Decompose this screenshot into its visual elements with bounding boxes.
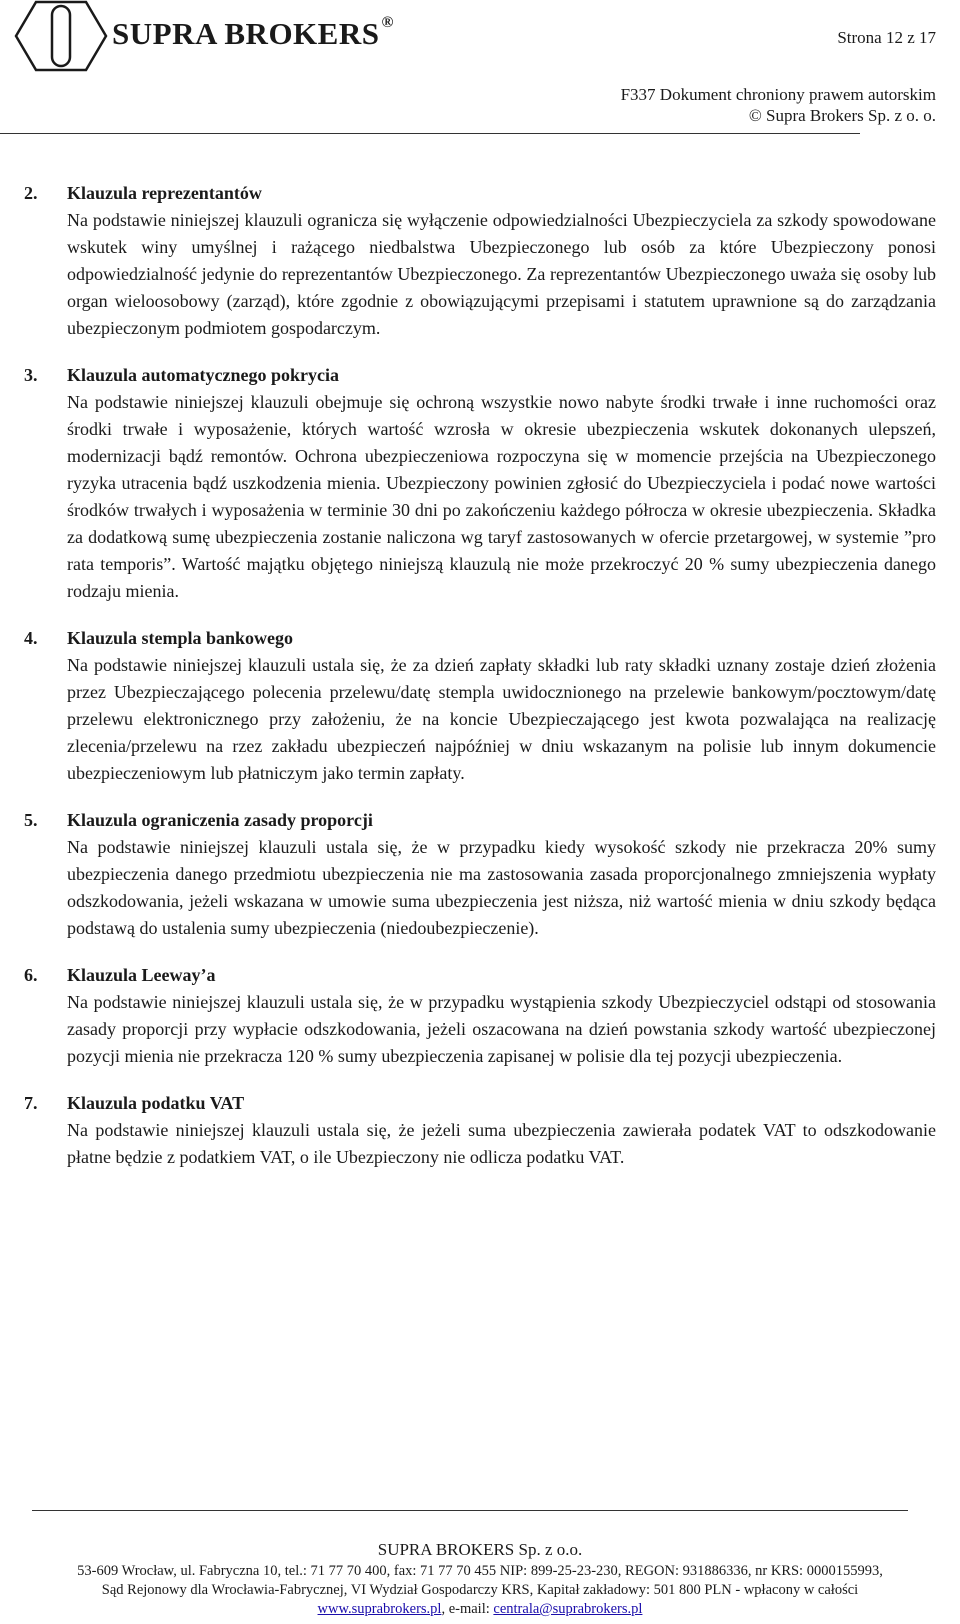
clause-section: [24, 625, 936, 787]
brand-name: SUPRA BROKERS ®: [112, 14, 394, 51]
clause-heading: [24, 962, 936, 989]
copyright-line: © Supra Brokers Sp. z o. o.: [748, 106, 936, 125]
clause-heading: [24, 807, 936, 834]
footer-contact-line: [0, 1600, 960, 1619]
clause-number: 6.: [24, 965, 38, 985]
page-number: Strona 12 z 17: [837, 28, 936, 47]
clause-text: Na podstawie niniejszej klauzuli ustala się, że w przypadku kiedy wysokość szkody nie przekracza 20% sumy ubezpieczenia danego przedmiotu ubezpieczenia nie ma zastosowania zasada proporcjonalnego zmniejszenia wypłaty odszkodowania, jeżeli wskazana w umowie suma ubezpieczenia jest niższa, niż wartość mienia w dniu szkody będąca podstawą do ustalenia sumy ubezpieczenia (niedoubezpieczenie).: [67, 837, 936, 938]
clause-heading: [24, 180, 936, 207]
clause-section: [24, 807, 936, 942]
clause-text: Na podstawie niniejszej klauzuli ustala się, że jeżeli suma ubezpieczenia zawierała podatek VAT to odszkodowanie płatne będzie z podatkiem VAT, o ile Ubezpieczony nie odlicza podatku VAT.: [67, 1120, 936, 1167]
footer-text: [0, 1538, 960, 1619]
clause-title: Klauzula podatku VAT: [67, 1093, 245, 1113]
clause-number: 4.: [24, 628, 38, 648]
document-id-line: F337 Dokument chroniony prawem autorskim: [620, 85, 936, 104]
page-header: [0, 0, 960, 135]
footer-address-line: 53-609 Wrocław, ul. Fabryczna 10, tel.: 71 77 70 400, fax: 71 77 70 455 NIP: 899-25-23-230, REGON: 931886336, nr KRS: 0000155993,: [77, 1563, 883, 1579]
clause-text: Na podstawie niniejszej klauzuli ustala się, że w przypadku wystąpienia szkody Ubezpieczyciel odstąpi od stosowania zasady proporcji przy wypłacie odszkodowania, jeżeli oszacowana na dzień powstania szkody wartość ubezpieczonej pozycji mienia nie przekracza 120 % sumy ubezpieczenia zapisanej w polisie dla tej pozycji ubezpieczenia.: [67, 992, 936, 1066]
clause-section: [24, 362, 936, 605]
clause-text: Na podstawie niniejszej klauzuli ogranicza się wyłączenie odpowiedzialności Ubezpieczyciela za szkody spowodowane wskutek winy umyślnej i rażącego niedbalstwa Ubezpieczonego lub osób za które Ubezpieczony ponosi odpowiedzialność jedynie do reprezentantów Ubezpieczonego. Za reprezentantów Ubezpieczonego uważa się osoby lub organ wieloosobowy (zarząd), które zgodnie z obowiązującymi przepisami i statutem uprawnione są do zarządzania ubezpieczonym podmiotem gospodarczym.: [67, 210, 936, 338]
clause-title: Klauzula stempla bankowego: [67, 628, 294, 648]
clause-heading: [24, 625, 936, 652]
clause-title: Klauzula reprezentantów: [67, 183, 262, 203]
registered-mark: ®: [381, 14, 394, 31]
supra-brokers-logo-icon: [14, 0, 108, 72]
footer-divider: [32, 1510, 908, 1511]
document-id: [621, 84, 936, 126]
clause-heading: [24, 362, 936, 389]
clause-title: Klauzula ograniczenia zasady proporcji: [67, 810, 373, 830]
clause-section: [24, 1090, 936, 1171]
clause-text: Na podstawie niniejszej klauzuli ustala się, że za dzień zapłaty składki lub raty składki uznany zostaje dzień złożenia przez Ubezpieczającego polecenia przelewu/datę stempla uwidocznionego na przelewie bankowym/pocztowym/datę przelewu elektronicznego przy założeniu, że na koncie Ubezpieczającego jest kwota pozwalająca na realizację zlecenia/przelewu na rzez zakładu ubezpieczeń najpóźniej w dniu wskazanym na polisie lub innym dokumencie ubezpieczeniowym lub płatniczym jako termin zapłaty.: [67, 655, 936, 783]
header-divider: [0, 133, 860, 134]
footer-company-name: SUPRA BROKERS Sp. z o.o.: [377, 1540, 583, 1559]
clause-number: 2.: [24, 183, 38, 203]
footer-registry-line: Sąd Rejonowy dla Wrocławia-Fabrycznej, VI Wydział Gospodarczy KRS, Kapitał zakładowy: 501 800 PLN - wpłacony w całości: [101, 1582, 859, 1598]
clause-title: Klauzula automatycznego pokrycia: [67, 365, 339, 385]
clause-title: Klauzula Leeway’a: [67, 965, 216, 985]
clause-section: [24, 962, 936, 1070]
email-label: , e-mail:: [441, 1601, 494, 1617]
document-body: [24, 180, 936, 1191]
email-link[interactable]: centrala@suprabrokers.pl: [493, 1601, 643, 1617]
clause-number: 5.: [24, 810, 38, 830]
website-link[interactable]: www.suprabrokers.pl: [317, 1601, 442, 1617]
clause-heading: [24, 1090, 936, 1117]
clause-number: 3.: [24, 365, 38, 385]
clause-text: Na podstawie niniejszej klauzuli obejmuje się ochroną wszystkie nowo nabyte środki trwałe i inne ruchomości oraz środki trwałe i wyposażenie, których wartość wzrosła w okresie ubezpieczenia wskutek dokonanych ulepszeń, modernizacji bądź remontów. Ochrona ubezpieczeniowa rozpoczyna się w momencie przejścia na Ubezpieczonego ryzyka utracenia bądź uszkodzenia mienia. Ubezpieczony powinien zgłosić do Ubezpieczyciela i podać nowe wartości środków trwałych i wyposażenia w terminie 30 dni po zakończeniu każdego półrocza w okresie ubezpieczenia. Składka za dodatkową sumę ubezpieczenia zostanie naliczona wg taryf zastosowanych w ofercie przetargowej, w systemie ”pro rata temporis”. Wartość majątku objętego niniejszą klauzulą nie może przekroczyć 20 % sumy ubezpieczenia danego rodzaju mienia.: [67, 392, 936, 601]
clause-section: [24, 180, 936, 342]
clause-number: 7.: [24, 1093, 38, 1113]
